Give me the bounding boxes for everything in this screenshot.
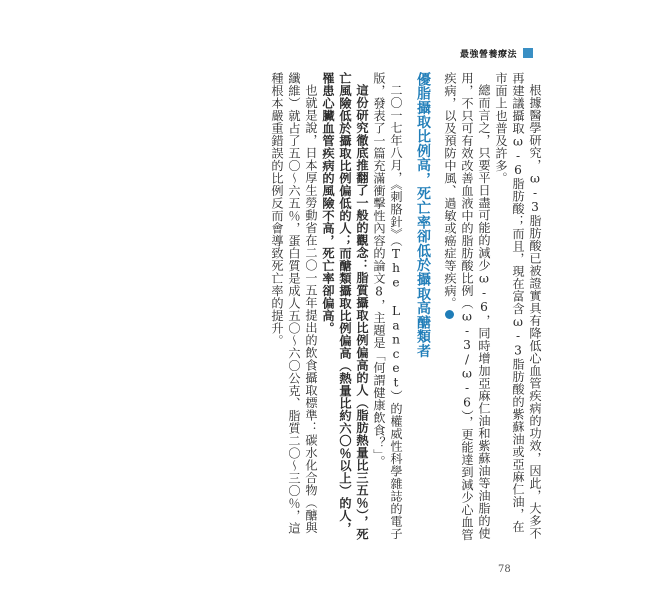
section-heading-text: 攝取比例高，死亡率卻低於攝取高醣類者 bbox=[415, 100, 431, 359]
running-header-title: 最強營養療法 bbox=[460, 49, 518, 60]
section-heading bbox=[414, 72, 431, 542]
running-header bbox=[460, 46, 533, 60]
section-heading-prefix: 優脂 bbox=[415, 72, 431, 101]
vertical-text-body bbox=[268, 72, 543, 542]
paragraph-3: 二〇一七年八月，《刺胳針》（The Lancet）的權威性科學雜誌的電子版，發表了一篇充滿衝擊性內容的論文8，主題是「何謂健康飲食？」。 bbox=[372, 72, 403, 540]
page-number: 78 bbox=[498, 564, 511, 575]
paragraph-2 bbox=[441, 72, 492, 542]
paragraph-1: 根據醫學研究，ω-3脂肪酸已被證實具有降低心血管疾病的功效，因此，大多不再建議攝取ω-6脂肪酸；而且，現在富含ω-3脂肪酸的紫蘇油或亞麻仁油，在市面上也普及許多。 bbox=[494, 72, 542, 540]
footnote-marker: 7 bbox=[445, 310, 454, 319]
paragraph-2-text: 總而言之，只要平日盡可能的減少ω-6，同時增加亞麻仁油和紫蘇油等油脂的使用，不只可有效改善血液中的脂肪酸比例（ω-3/ω-6），更能達到減少心血管疾病，以及預防中風、過敏或癌症等疾病。 bbox=[443, 72, 491, 541]
paragraph-4: 這份研究徹底推翻了一般的觀念：脂質攝取比例偏高的人（脂肪熱量比三五％），死亡風險低於攝取比例偏低的人；而醣類攝取比例偏高（熱量比約六〇％以上）的人，罹患心臟血管疾病的風險不高，死亡率卻偏高。 bbox=[321, 72, 369, 541]
paragraph-5: 也就是說，日本厚生勞動省在二〇一五年提出的飲食攝取標準：碳水化合物（醣與纖維）就占了五〇～六五％，蛋白質是成人五〇～六〇公克、脂質二〇～三〇％，這種根本嚴重錯誤的比例反而會導致死亡率的提升。 bbox=[270, 72, 318, 535]
header-color-bar bbox=[523, 48, 533, 58]
